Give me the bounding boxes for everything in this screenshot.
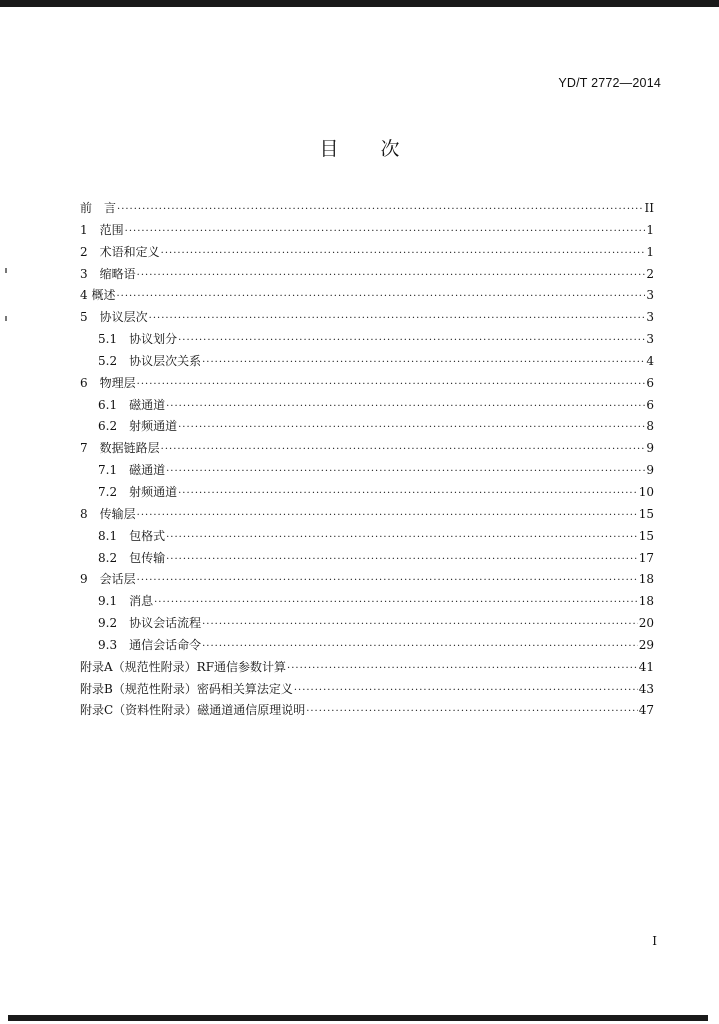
toc-entry-page: 6 [646, 375, 654, 390]
page-title: 目 次 [319, 138, 400, 160]
toc-entry-page: 4 [646, 353, 654, 368]
bottom-rule [8, 1015, 708, 1021]
dot-leader [166, 396, 645, 418]
dot-leader [125, 221, 646, 243]
toc-entry[interactable] [80, 679, 654, 701]
toc-entry-number: 附录A（规范性附录） [80, 659, 197, 674]
dot-leader [202, 636, 638, 658]
toc-entry-label: 射频通道 [129, 419, 178, 434]
toc-entry-number: 附录B（规范性附录） [80, 681, 197, 696]
toc-entry-number: 9 [80, 572, 100, 587]
toc-entry-number: 6 [80, 375, 100, 390]
toc-entry-number: 6.1 [98, 397, 130, 412]
toc-entry-number: 9.2 [98, 616, 130, 631]
toc-entry-number: 9.3 [98, 637, 130, 652]
dot-leader [166, 527, 638, 549]
toc-entry[interactable] [80, 264, 654, 286]
margin-mark [5, 316, 7, 321]
toc-entry-page: 41 [638, 659, 654, 674]
toc-entry-label: 传输层 [99, 506, 136, 521]
dot-leader [137, 374, 646, 396]
toc-entry-label: 数据链路层 [99, 441, 160, 456]
dot-leader [117, 199, 644, 221]
toc-entry-label: 通信会话命令 [129, 637, 202, 652]
dot-leader [137, 570, 638, 592]
document-id: YD/T 2772—2014 [558, 76, 661, 90]
dot-leader [287, 658, 638, 680]
toc-entry-label: 术语和定义 [99, 244, 160, 259]
toc-entry-label: 协议会话流程 [129, 616, 202, 631]
dot-leader [166, 549, 638, 571]
dot-leader [137, 265, 646, 287]
toc-entry[interactable] [80, 700, 654, 722]
toc-entry-page: 9 [646, 463, 654, 478]
toc-entry[interactable] [80, 438, 654, 460]
toc-entry[interactable] [80, 198, 654, 220]
toc-entry-number: 附录C（资料性附录） [80, 703, 198, 718]
toc-entry-page: II [644, 201, 654, 215]
toc-entry[interactable] [80, 504, 654, 526]
toc-entry-label: 消息 [129, 594, 154, 609]
toc-entry-page: 1 [646, 244, 654, 259]
dot-leader [149, 308, 646, 330]
toc-entry-page: 15 [638, 528, 654, 543]
dot-leader [161, 439, 646, 461]
toc-entry-number: 5.2 [98, 353, 130, 368]
toc-entry[interactable] [80, 416, 654, 438]
toc-entry[interactable] [80, 548, 654, 570]
toc-entry-number: 7.1 [98, 463, 130, 478]
toc-entry-page: 6 [646, 397, 654, 412]
toc-entry-label: 磁通道通信原理说明 [197, 703, 306, 718]
toc-entry[interactable] [80, 569, 654, 591]
toc-entry-label: 包格式 [129, 528, 166, 543]
toc-entry-page: 3 [646, 288, 654, 303]
dot-leader [166, 461, 645, 483]
top-rule [0, 0, 719, 7]
toc-entry-number: 3 [80, 266, 100, 281]
toc-entry[interactable] [80, 329, 654, 351]
toc-entry-number: 7.2 [98, 484, 130, 499]
toc-entry[interactable] [80, 220, 654, 242]
toc-entry[interactable] [80, 285, 654, 307]
toc-entry-page: 20 [638, 616, 654, 631]
toc-entry[interactable] [80, 657, 654, 679]
toc-entry-label: 磁通道 [129, 397, 166, 412]
toc-entry-page: 10 [638, 484, 654, 499]
toc-entry-label: 射频通道 [129, 484, 178, 499]
dot-leader [161, 243, 646, 265]
toc-entry-page: 29 [638, 637, 654, 652]
toc-entry[interactable] [80, 351, 654, 373]
toc-entry-number: 8 [80, 506, 100, 521]
toc-entry-page: 8 [646, 419, 654, 434]
toc-entry[interactable] [80, 635, 654, 657]
page-number: I [652, 934, 657, 948]
dot-leader [202, 352, 645, 374]
toc-entry-page: 9 [646, 441, 654, 456]
margin-mark [5, 268, 7, 273]
dot-leader [294, 680, 638, 702]
toc-entry[interactable] [80, 373, 654, 395]
toc-entry[interactable] [80, 395, 654, 417]
toc-entry-number: 前 言 [80, 201, 117, 215]
toc-entry-page: 43 [638, 681, 654, 696]
dot-leader [178, 483, 638, 505]
toc-entry-label: 包传输 [129, 550, 166, 565]
dot-leader [306, 701, 638, 723]
toc-entry-page: 1 [646, 222, 654, 237]
toc-entry-number: 5 [80, 310, 100, 325]
toc-entry-label: 范围 [99, 222, 124, 237]
table-of-contents [80, 198, 654, 722]
toc-entry-label: 会话层 [99, 572, 136, 587]
toc-entry-number: 8.1 [98, 528, 130, 543]
toc-entry-label: 密码相关算法定义 [196, 681, 293, 696]
toc-entry-label: 协议层次关系 [129, 353, 202, 368]
toc-entry-label: 缩略语 [99, 266, 136, 281]
toc-entry-label: 协议层次 [99, 310, 148, 325]
toc-entry-page: 15 [638, 506, 654, 521]
toc-entry-number: 1 [80, 222, 100, 237]
toc-entry-number: 5.1 [98, 332, 130, 347]
toc-entry-label: 协议划分 [129, 332, 178, 347]
toc-entry-page: 2 [646, 266, 654, 281]
dot-leader [154, 592, 638, 614]
toc-entry-label: RF通信参数计算 [196, 659, 287, 674]
toc-entry-number: 7 [80, 441, 100, 456]
toc-entry[interactable] [80, 242, 654, 264]
toc-entry-number: 9.1 [98, 594, 130, 609]
toc-entry-page: 3 [646, 332, 654, 347]
toc-entry-page: 3 [646, 310, 654, 325]
toc-entry[interactable] [80, 591, 654, 613]
toc-entry-page: 17 [638, 550, 654, 565]
toc-entry[interactable] [80, 613, 654, 635]
dot-leader [116, 286, 645, 308]
toc-entry[interactable] [80, 526, 654, 548]
toc-entry[interactable] [80, 482, 654, 504]
dot-leader [178, 330, 645, 352]
dot-leader [137, 505, 638, 527]
toc-entry-page: 18 [638, 572, 654, 587]
toc-entry-number: 6.2 [98, 419, 130, 434]
toc-entry-number: 8.2 [98, 550, 130, 565]
toc-entry-page: 47 [638, 703, 654, 718]
toc-entry-number: 2 [80, 244, 100, 259]
toc-entry-page: 18 [638, 594, 654, 609]
toc-entry-label: 概述 [91, 288, 116, 303]
dot-leader [202, 614, 638, 636]
toc-entry-label: 物理层 [99, 375, 136, 390]
toc-entry[interactable] [80, 460, 654, 482]
toc-entry-number: 4 [80, 288, 92, 303]
toc-entry[interactable] [80, 307, 654, 329]
dot-leader [178, 417, 645, 439]
toc-entry-label: 磁通道 [129, 463, 166, 478]
